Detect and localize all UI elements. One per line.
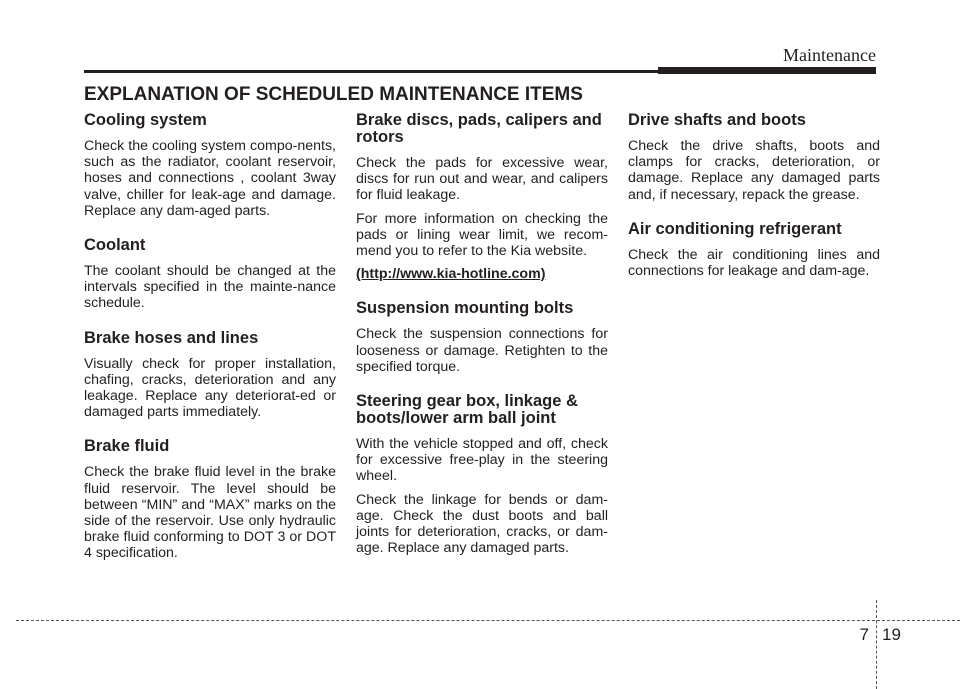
- item-text: Visually check for proper installation, chafing, cracks, deterioration and any leakage. Replace any deteriorat-ed or damaged parts immediately.: [84, 355, 336, 421]
- item-brake-fluid: [84, 438, 336, 561]
- item-text: Check the cooling system compo-nents, such as the radiator, coolant reservoir, hoses and connections , coolant 3way valve, chiller for leak-age and damage. Replace any dam-aged parts.: [84, 138, 336, 219]
- page-header-title: Maintenance: [783, 45, 876, 65]
- item-heading: Brake hoses and lines: [84, 328, 259, 347]
- item-heading: Drive shafts and boots: [628, 111, 806, 129]
- column-1: [84, 112, 336, 580]
- column-2: [356, 112, 608, 574]
- item-drive-shafts: [628, 112, 880, 203]
- section-title: EXPLANATION OF SCHEDULED MAINTENANCE ITEMS: [84, 84, 583, 105]
- item-text: Check the drive shafts, boots and clamps for cracks, deterioration, or damage. Replace any damaged parts and, if necessary, repack the grease.: [628, 138, 880, 203]
- item-text: Check the pads for excessive wear, discs for run out and wear, and calipers for fluid leakage.: [356, 155, 608, 204]
- page-number: 19: [882, 625, 901, 644]
- item-cooling-system: [84, 112, 336, 219]
- item-brake-hoses: [84, 330, 336, 421]
- page-number-divider: [876, 600, 877, 689]
- item-heading: Steering gear box, linkage & boots/lower arm ball joint: [356, 392, 578, 428]
- item-heading: Coolant: [84, 236, 146, 255]
- item-heading: Brake fluid: [84, 437, 170, 456]
- item-heading: Air conditioning refrigerant: [628, 219, 842, 238]
- item-heading: Cooling system: [84, 111, 207, 129]
- header-rule: [84, 70, 658, 73]
- header-rule-accent: [658, 67, 876, 74]
- chapter-number: 7: [859, 625, 869, 644]
- item-text: The coolant should be changed at the intervals specified in the mainte-nance schedule.: [84, 263, 336, 312]
- item-text: With the vehicle stopped and off, check for excessive free-play in the steering wheel.: [356, 436, 608, 485]
- item-text: Check the linkage for bends or dam-age. Check the dust boots and ball joints for deterioration, cracks, or dam-age. Replace any damaged parts.: [356, 491, 608, 557]
- item-heading: Suspension mounting bolts: [356, 299, 574, 318]
- item-coolant: [84, 237, 336, 312]
- item-text: Check the brake fluid level in the brake fluid reservoir. The level should be between “MIN” and “MAX” marks on the side of the reservoir. Use only hydraulic brake fluid conforming to DOT 3 or DOT 4 specification.: [84, 464, 336, 562]
- item-ac-refrigerant: [628, 221, 880, 279]
- item-brake-discs: [356, 112, 608, 282]
- footer-rule: [16, 620, 960, 621]
- kia-website-link[interactable]: (http://www.kia-hotline.com): [356, 266, 546, 283]
- item-steering-gear: [356, 393, 608, 556]
- item-text: Check the suspension connections for looseness or damage. Retighten to the specified torque.: [356, 326, 608, 375]
- item-text: For more information on checking the pads or lining wear limit, we recom-mend you to refer to the Kia website.: [356, 210, 608, 260]
- item-suspension-bolts: [356, 300, 608, 375]
- column-3: [628, 112, 880, 297]
- item-heading: Brake discs, pads, calipers and rotors: [356, 111, 602, 146]
- item-text: Check the air conditioning lines and connections for leakage and dam-age.: [628, 246, 880, 280]
